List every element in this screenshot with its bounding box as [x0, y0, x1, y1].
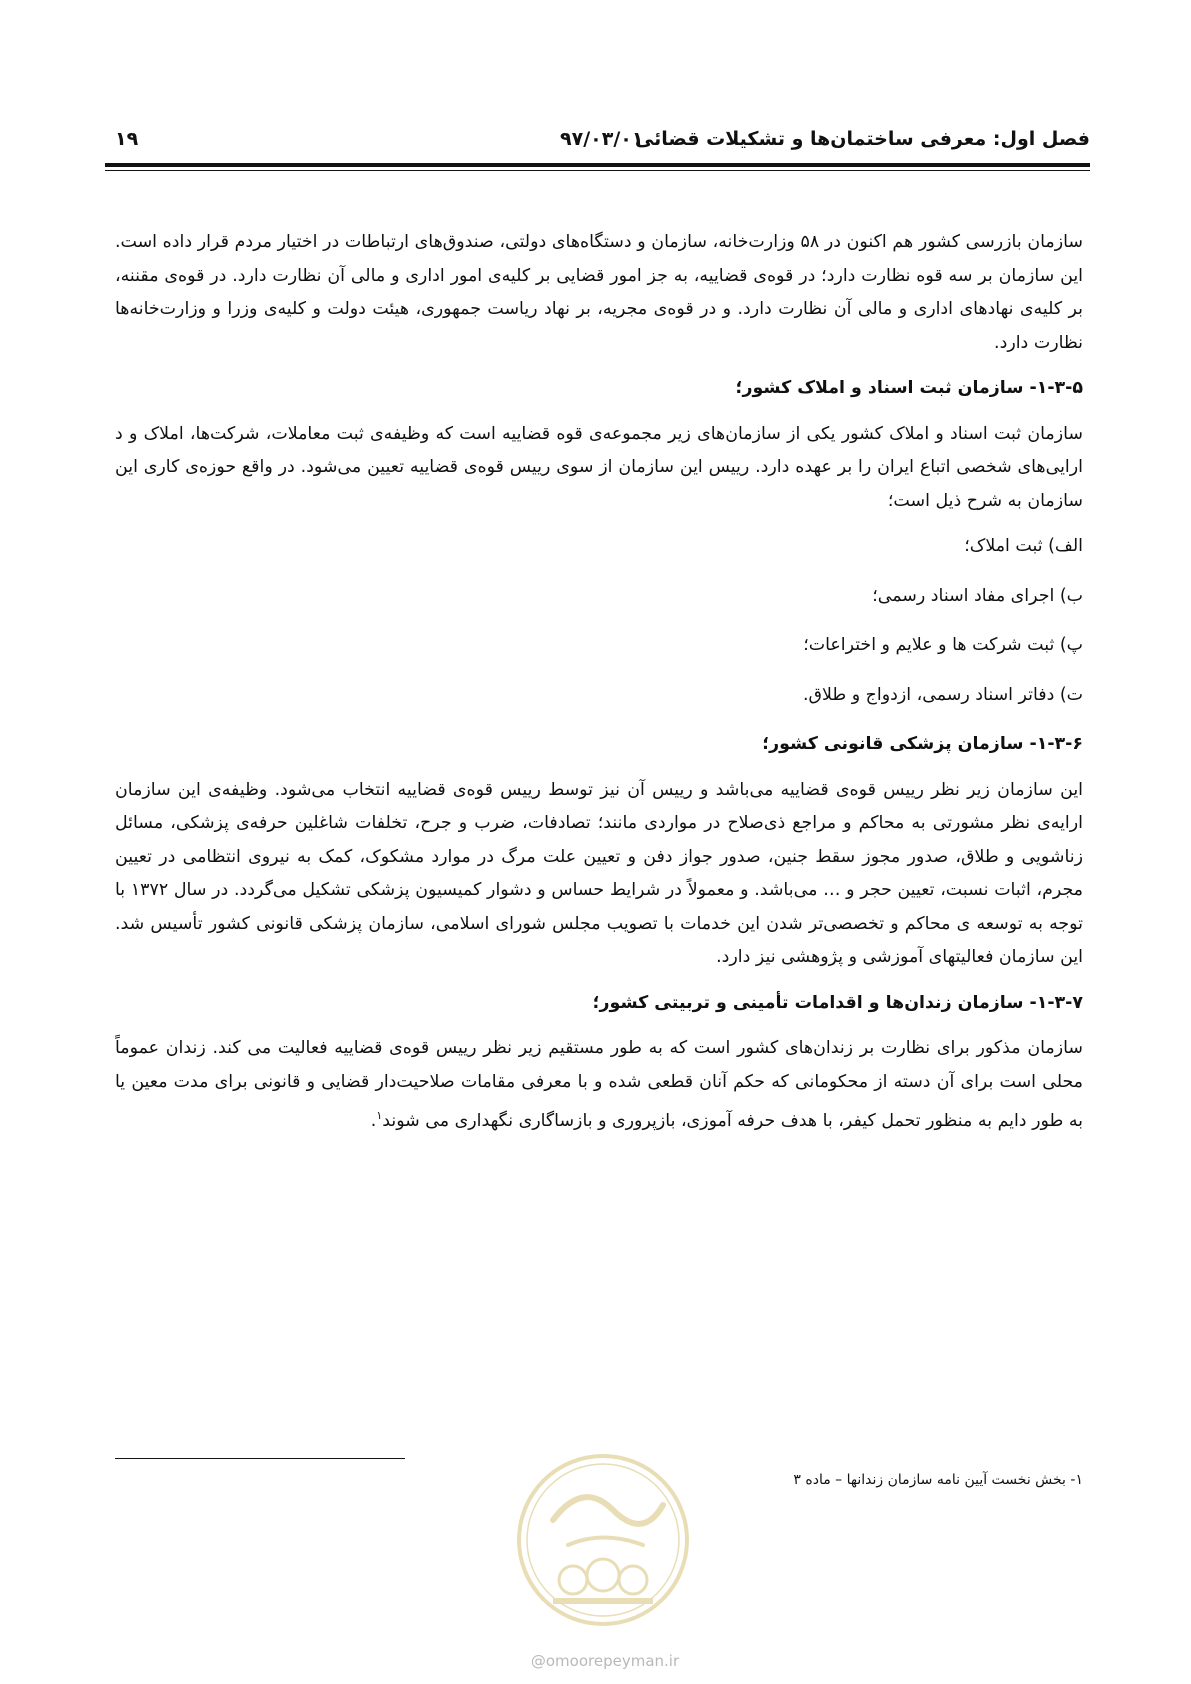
- page-header: [105, 128, 1090, 154]
- chapter-title: فصل اول: معرفی ساختمان‌ها و تشکیلات قضائی: [634, 128, 1090, 150]
- paragraph-registration: سازمان ثبت اسناد و املاک کشور یکی از سازمان‌های زیر مجموعه‌ی قوه قضاییه است که وظیفه‌ی ثبت معاملات، شرکت‌ها، املاک و د ارایی‌های شخصی اتباع ایران را بر عهده دارد. رییس این سازمان از سوی رییس قوه‌ی قضاییه تعیین می‌شود. در واقع حوزه‌ی کاری این سازمان به شرح ذیل است؛: [115, 423, 1083, 511]
- page-number: ۱۹: [115, 128, 139, 150]
- section-heading-prisons: ۱-۳-۷- سازمان زندان‌ها و اقدامات تأمینی و تربیتی کشور؛: [592, 992, 1083, 1013]
- section-heading-registration: ۱-۳-۵- سازمان ثبت اسناد و املاک کشور؛: [735, 378, 1083, 398]
- footnote-reference: ۱: [376, 1109, 383, 1122]
- paragraph-prisons-text: سازمان مذکور برای نظارت بر زندان‌های کشور است که به طور مستقیم زیر نظر رییس قوه‌ی قضاییه فعالیت می کند. زندان عموماً محلی است برای آن دسته از محکومانی که حکم آنان قطعی شده و با معرفی مقامات صلاحیت‌دار قضایی و قانونی برای مدت معین یا به طور دایم به منظور تحمل کیفر، با هدف حرفه آموزی، بازپروری و بازساگاری نگهداری می شوند: [115, 1038, 1083, 1131]
- header-date: ۹۷/۰۳/۰۱: [560, 128, 644, 150]
- footnote-rule: [115, 1458, 405, 1459]
- list-item: الف) ثبت املاک؛: [964, 536, 1083, 556]
- header-rule-thick: [105, 163, 1090, 167]
- paragraph-inspection: سازمان بازرسی کشور هم اکنون در ۵۸ وزارت‌خانه، سازمان و دستگاه‌های دولتی، صندوق‌های ارتباطات در اختیار مردم قرار داده است. این سازمان بر سه قوه نظارت دارد؛ در قوه‌ی قضاییه، به جز امور قضایی بر کلیه‌ی امور اداری و مالی آن نظارت دارد. در قوه‌ی مقننه، بر کلیه‌ی نهادهای اداری و مالی آن نظارت دارد. و در قوه‌ی مجریه، بر نهاد ریاست جمهوری، هیئت دولت و کلیه‌ی وزرا و وزارت‌خانه‌ها نظارت دارد.: [115, 232, 1083, 353]
- paragraph-forensic: این سازمان زیر نظر رییس قوه‌ی قضاییه می‌باشد و رییس آن نیز توسط رییس قوه‌ی قضاییه انتخاب می‌شود. وظیفه‌ی این سازمان ارایه‌ی نظر مشورتی به محاکم و مراجع ذی‌صلاح در مواردی مانند؛ تصادفات، ضرب و جرح، تخلفات شاغلین حرفه‌ی پزشکی، مسائل زناشویی و طلاق، صدور مجوز سقط جنین، صدور جواز دفن و تعیین علت مرگ در موارد مشکوک، کمک به نیروی انتظامی در تعیین مجرم، اثبات نسبت، تعیین حجر و … می‌باشد. و معمولاً در شرایط حساس و دشوار کمیسیون پزشکی تشکیل می‌گردد. در سال ۱۳۷۲ با توجه به توسعه ی محاکم و تخصصی‌تر شدن این خدمات با تصویب مجلس شورای اسلامی، سازمان پزشکی قانونی کشور تأسیس شد. این سازمان فعالیتهای آموزشی و پژوهشی نیز دارد.: [115, 779, 1083, 967]
- paragraph-prisons: سازمان مذکور برای نظارت بر زندان‌های کشور است که به طور مستقیم زیر نظر رییس قوه‌ی قضاییه فعالیت می کند. زندان عموماً محلی است برای آن دسته از محکومانی که حکم آنان قطعی شده و با معرفی مقامات صلاحیت‌دار قضایی و قانونی برای مدت معین یا به طور دایم به منظور تحمل کیفر، با هدف حرفه آموزی، بازپروری و بازساگاری نگهداری می شوند$^۱$.: [115, 1038, 1083, 1131]
- list-item: ت) دفاتر اسناد رسمی، ازدواج و طلاق.: [802, 684, 1083, 705]
- section-heading-forensic: ۱-۳-۶- سازمان پزشکی قانونی کشور؛: [762, 734, 1083, 754]
- page-body: [115, 226, 1083, 1150]
- footnote-text: ۱- بخش نخست آیین نامه سازمان زندانها – ماده ۳: [793, 1472, 1083, 1488]
- list-item: ب) اجرای مفاد اسناد رسمی؛: [872, 585, 1083, 606]
- list-item: پ) ثبت شرکت ها و علایم و اختراعات؛: [803, 635, 1083, 655]
- header-rule-thin: [105, 170, 1090, 171]
- watermark-url: @omoorepeyman.ir: [530, 1652, 680, 1670]
- watermark-seal-icon: [513, 1450, 693, 1630]
